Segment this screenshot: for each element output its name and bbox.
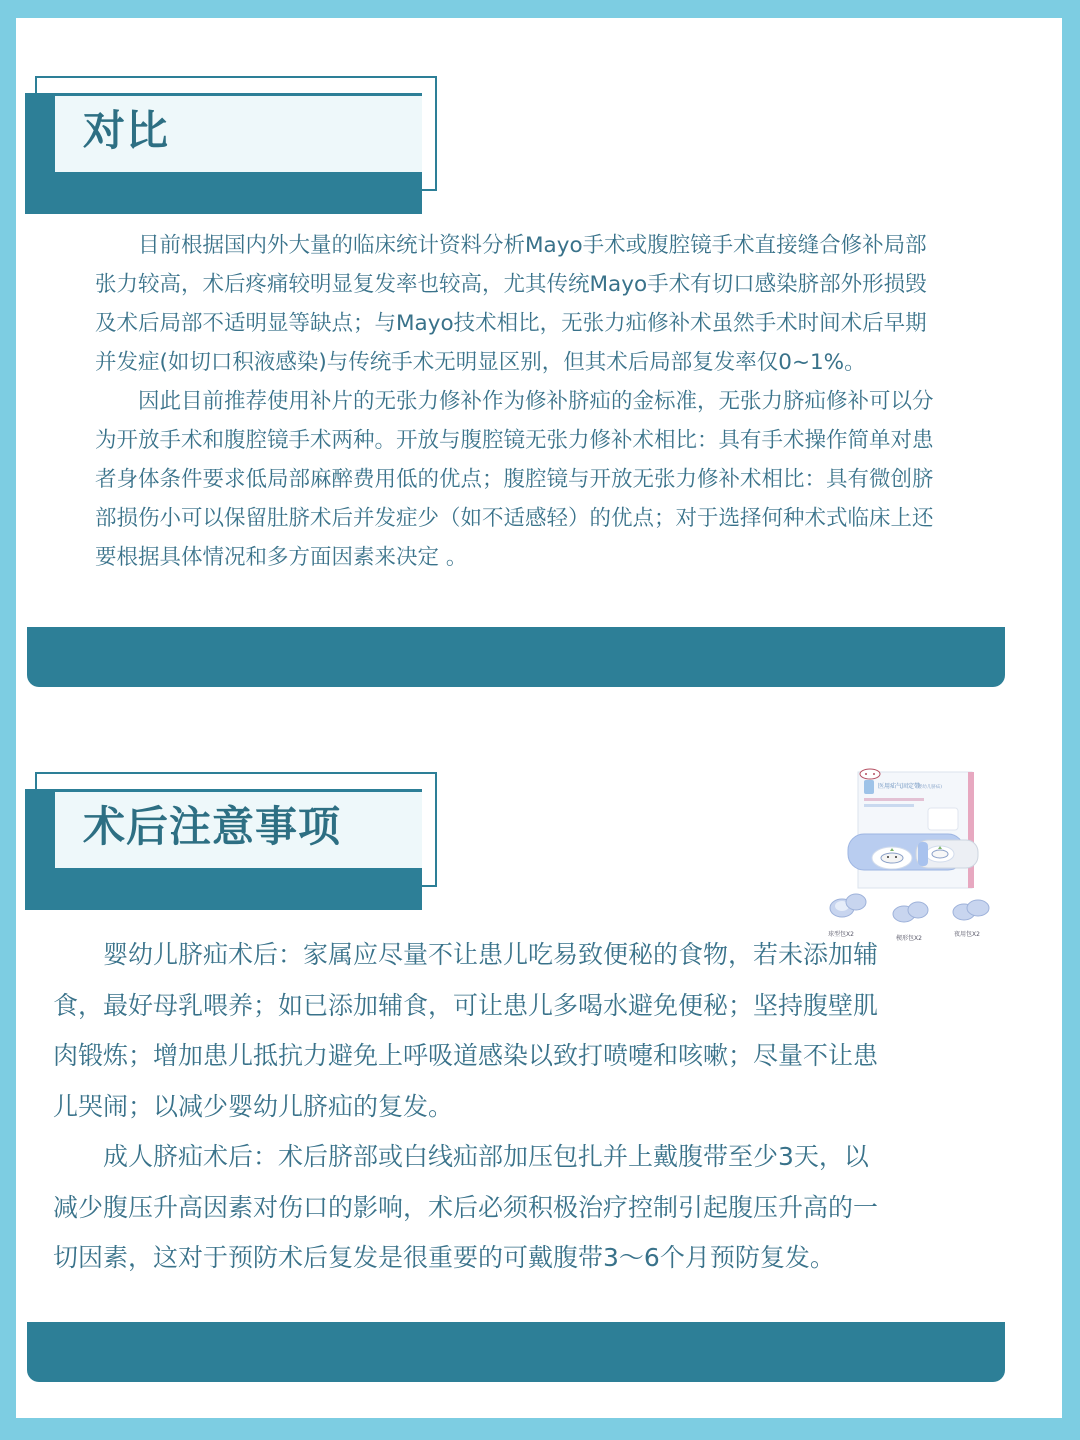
section-title: 术后注意事项 [83, 802, 342, 851]
section-header-postop [25, 772, 440, 912]
hernia-belt-product-image [818, 768, 998, 948]
section-divider-bar [27, 1322, 1005, 1382]
box-label: 医用疝气固定带 [878, 783, 921, 790]
paragraph: 因此目前推荐使用补片的无张力修补作为修补脐疝的金标准，无张力脐疝修补可以分为开放手术和腹腔镜手术两种。开放与腹腔镜无张力修补术相比：具有手术操作简单对患者身体条件要求低局部麻醉费用低的优点；腹腔镜与开放无张力修补术相比：具有微创脐部损伤小可以保留肚脐术后并发症少（如不适感轻）的优点；对于选择何种术式临床上还要根据具体情况和多方面因素来决定 。 [95, 389, 934, 570]
page-bottom-border [0, 1422, 1080, 1440]
pad-icon [830, 894, 866, 917]
pad-icon [893, 902, 928, 922]
belt-white-icon [916, 840, 978, 868]
box-sublabel: (婴幼儿脐疝) [916, 785, 943, 790]
pad-label: 球型包X2 [828, 931, 854, 938]
paragraph: 成人脐疝术后：术后脐部或白线疝部加压包扎并上戴腹带至少3天，以减少腹压升高因素对伤口的影响，术后必须积极治疗控制引起腹压升高的一切因素，这对于预防术后复发是很重要的可戴腹带3～6个月预防复发。 [53, 1142, 879, 1272]
cloud-logo-icon [860, 769, 880, 779]
section-body-comparison [95, 226, 945, 577]
section-divider-bar [27, 627, 1005, 687]
paragraph: 婴幼儿脐疝术后：家属应尽量不让患儿吃易致便秘的食物，若未添加辅食，最好母乳喂养；如已添加辅食，可让患儿多喝水避免便秘；坚持腹壁肌肉锻炼；增加患儿抵抗力避免上呼吸道感染以致打喷嚏和咳嗽；尽量不让患儿哭闹；以减少婴幼儿脐疝的复发。 [53, 940, 879, 1121]
section-title: 对比 [83, 106, 170, 155]
paragraph: 目前根据国内外大量的临床统计资料分析Mayo手术或腹腔镜手术直接缝合修补局部张力较高，术后疼痛较明显复发率也较高，尤其传统Mayo手术有切口感染脐部外形损毁及术后局部不适明显等缺点；与Mayo技术相比，无张力疝修补术虽然手术时间术后早期并发症(如切口积液感染)与传统手术无明显区别，但其术后局部复发率仅0~1%。 [95, 233, 927, 375]
pad-label: 夜用包X2 [954, 931, 980, 938]
section-body-postop [53, 930, 893, 1284]
pad-label: 楔形包X2 [896, 935, 922, 942]
pad-icon [953, 900, 989, 920]
section-header-comparison [25, 76, 440, 216]
